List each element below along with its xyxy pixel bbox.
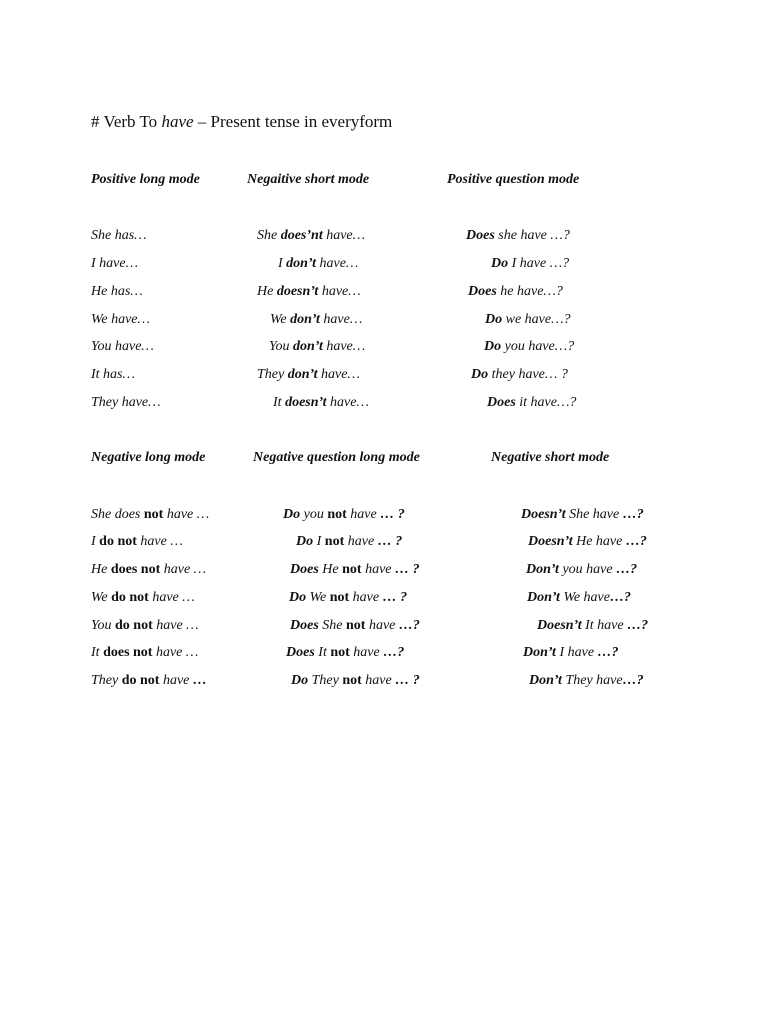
bold-text: not [329,590,350,605]
cell-text: have [349,590,383,605]
section1-col3-row-2 [491,256,569,272]
header-positive-question-mode: Positive question mode [447,172,580,187]
bold-text: Don’t [526,562,559,577]
bold-text: Don’t [523,645,556,660]
cell-text: have [361,673,396,688]
bold-text: do not [99,534,137,549]
section1-col3-row-3 [468,284,563,300]
section1-col1-row-5 [91,339,154,355]
section2-col1-row-6 [91,645,198,661]
section1-col2-row-1 [257,228,365,244]
title-verb: have [161,112,194,131]
section1-col2-row-6 [257,367,360,383]
cell-text: it have…? [515,395,577,410]
cell-text: have [361,562,395,577]
cell-text: They [308,673,343,688]
cell-text: I have [555,645,598,660]
section2-col3-row-6 [523,645,619,661]
cell-text: We [91,590,112,605]
cell-text: have… [317,367,360,382]
bold-text: Do [491,256,509,271]
header-negative-question-long-mode: Negative question long mode [253,450,420,465]
bold-text: doesn’t [276,284,319,299]
section2-col3-row-4 [527,590,631,606]
section1-col3-row-5 [484,339,574,355]
bold-text: …? [622,673,644,688]
section1-col2-row-2 [278,256,358,272]
bold-text: …? [398,618,420,633]
cell-text: He [257,284,277,299]
section1-col2-row-3 [257,284,361,300]
bold-text: not [346,618,366,633]
bold-text: Does [468,284,497,299]
section1-col3-row-1 [466,228,570,244]
bold-text: … ? [377,534,403,549]
cell-text: have… [316,256,359,271]
cell-text: They have [561,673,623,688]
section2-col3-row-7 [529,673,644,689]
bold-text: … ? [395,673,420,688]
cell-text: We [306,590,330,605]
section1-col1-row-4 [91,312,150,328]
section1-col1-row-1 [91,228,147,244]
cell-text: have… [322,339,366,354]
bold-text: don’t [286,256,316,271]
bold-text: do not [121,673,160,688]
cell-text: you [300,507,328,522]
cell-text: He [318,562,343,577]
cell-text: have [344,534,378,549]
bold-text: don’t [290,312,320,327]
bold-text: …? [383,645,405,660]
bold-text: …? [609,590,631,605]
bold-text: …? [627,618,649,633]
cell-text: have… [319,312,363,327]
section2-col3-row-3 [526,562,637,578]
bold-text: Do [283,507,301,522]
bold-text: Does [487,395,516,410]
section2-col3-row-2 [528,534,647,550]
header-negative-short-mode: Negaitive short mode [247,172,370,187]
bold-text: does not [103,645,153,660]
bold-text: Does [466,228,495,243]
bold-text: Don’t [527,590,560,605]
bold-text: … ? [395,562,420,577]
cell-text: he have…? [496,284,563,299]
cell-text: have [346,507,381,522]
cell-text: He [91,562,111,577]
cell-text: have [365,618,399,633]
header-negative-long-mode: Negative long mode [91,450,206,465]
bold-text: Doesn’t [521,507,566,522]
section1-col1-row-3 [91,284,143,300]
cell-text: she have …? [494,228,570,243]
cell-text: She does [91,507,144,522]
cell-text: They [257,367,288,382]
bold-text: …? [616,562,638,577]
section2-col1-row-7 [91,673,207,689]
section1-col2-row-7 [273,395,369,411]
cell-text: It [91,645,104,660]
section1-col1-row-6 [91,367,135,383]
cell-text: It have [581,618,628,633]
cell-text: They [91,673,122,688]
header-negative-short-mode-2: Negative short mode [491,450,610,465]
cell-text: we have…? [502,312,571,327]
cell-text: It has… [91,367,135,382]
bold-text: Does [290,618,319,633]
bold-text: not [342,673,362,688]
cell-text: have … [160,562,207,577]
bold-text: not [143,507,164,522]
bold-text: Do [485,312,503,327]
cell-text: He has… [91,284,143,299]
section1-col3-row-6 [471,367,568,383]
section2-col2-row-6 [286,645,404,661]
cell-text: She [318,618,346,633]
section2-col1-row-5 [91,618,199,634]
cell-text: have … [163,507,210,522]
cell-text: She has… [91,228,147,243]
cell-text: You have… [91,339,154,354]
section2-col3-row-5 [537,618,648,634]
bold-text: … ? [380,507,405,522]
section1-col3-row-7 [487,395,576,411]
bold-text: Do [296,534,314,549]
cell-text: have… [322,228,366,243]
bold-text: not [327,507,347,522]
bold-text: does not [110,562,161,577]
section2-col2-row-3 [290,562,420,578]
bold-text: …? [622,507,644,522]
bold-text: Doesn’t [537,618,582,633]
cell-text: I [91,534,100,549]
cell-text: I [278,256,287,271]
cell-text: He have [572,534,626,549]
section2-col2-row-1 [283,507,405,523]
cell-text: You [91,618,116,633]
section1-col3-row-4 [485,312,571,328]
cell-text: you have [558,562,617,577]
cell-text: They have… [91,395,161,410]
cell-text: She [257,228,281,243]
cell-text: You [269,339,294,354]
bold-text: doesn’t [285,395,327,410]
bold-text: Do [289,590,307,605]
bold-text: …? [597,645,619,660]
section2-col3-row-1 [521,507,644,523]
bold-text: Does [290,562,319,577]
bold-text: Don’t [529,673,562,688]
cell-text: have … [148,590,195,605]
document-title [91,112,392,132]
title-prefix: # Verb To [91,112,162,131]
bold-text: don’t [287,367,318,382]
cell-text: We have [559,590,610,605]
section2-col2-row-2 [296,534,402,550]
bold-text: … [192,673,207,688]
section2-col1-row-4 [91,590,195,606]
cell-text: I [313,534,325,549]
cell-text: I have… [91,256,139,271]
cell-text: have … [136,534,183,549]
cell-text: I have …? [508,256,570,271]
header-positive-long-mode: Positive long mode [91,172,200,187]
cell-text: have … [152,618,199,633]
cell-text: It [314,645,331,660]
cell-text: have… [318,284,361,299]
cell-text: We [270,312,291,327]
bold-text: Doesn’t [528,534,573,549]
bold-text: Do [484,339,502,354]
cell-text: have [349,645,384,660]
bold-text: does’nt [280,228,323,243]
bold-text: Do [471,367,489,382]
section2-col2-row-5 [290,618,420,634]
section2-col2-row-4 [289,590,407,606]
section1-col1-row-2 [91,256,138,272]
bold-text: … ? [382,590,408,605]
cell-text: have [159,673,193,688]
cell-text: It [273,395,286,410]
bold-text: not [324,534,345,549]
cell-text: have… [326,395,369,410]
section1-col1-row-7 [91,395,161,411]
bold-text: do not [115,618,153,633]
cell-text: She have [565,507,623,522]
bold-text: …? [625,534,647,549]
section2-col2-row-7 [291,673,420,689]
section2-col1-row-2 [91,534,183,550]
cell-text: We have… [91,312,150,327]
bold-text: not [342,562,362,577]
cell-text: they have… ? [488,367,568,382]
bold-text: do not [111,590,149,605]
cell-text: have … [152,645,199,660]
cell-text: you have…? [501,339,575,354]
title-suffix: – Present tense in everyform [193,112,393,131]
section2-col1-row-3 [91,562,206,578]
section2-col1-row-1 [91,507,209,523]
section1-col2-row-5 [269,339,365,355]
bold-text: not [330,645,350,660]
section1-col2-row-4 [270,312,362,328]
bold-text: don’t [293,339,323,354]
bold-text: Do [291,673,309,688]
bold-text: Does [286,645,315,660]
